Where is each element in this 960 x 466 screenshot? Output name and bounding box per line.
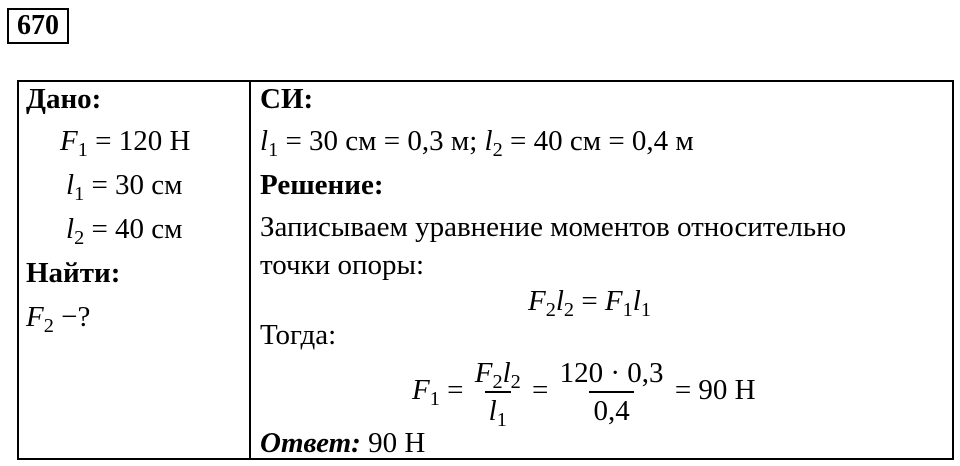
solution-text-line-2: точки опоры: <box>260 249 425 281</box>
given-length-1: $l_1 = 30$ см <box>66 169 183 206</box>
then-label: Тогда: <box>260 319 337 351</box>
solution-heading: Решение: <box>260 169 384 201</box>
column-divider <box>249 80 251 460</box>
task-number: 670 <box>7 8 69 44</box>
solution-text-line-1: Записываем уравнение моментов относительно <box>260 211 847 243</box>
fraction-symbolic: $\frac{F_2l_2}{l_1}$ <box>474 357 521 432</box>
answer-label: Ответ: <box>260 427 361 459</box>
fraction-numeric: $\frac{120 \cdot 0,3}{0,4}$ <box>559 357 664 428</box>
result-formula: $F_1$ = $\frac{F_2l_2}{l_1}$ = $\frac{120 \cdot 0,3}{0,4}$ = 90 Н <box>412 357 756 432</box>
find-value: $F_2$ −? <box>26 301 91 338</box>
si-conversions: $l_1 = 30$ см = 0,3 м; $l_2 = 40$ см = 0,4 м <box>260 125 694 162</box>
given-heading: Дано: <box>26 83 102 115</box>
si-heading: СИ: <box>260 83 314 115</box>
find-heading: Найти: <box>26 257 121 289</box>
answer-value: 90 Н <box>360 427 426 459</box>
given-force-1: $F_1 = 120$ Н <box>60 125 191 162</box>
moment-equation: $F_2l_2 = F_1l_1$ <box>528 285 651 322</box>
answer <box>260 426 425 460</box>
given-length-2: $l_2 = 40$ см <box>66 213 183 250</box>
